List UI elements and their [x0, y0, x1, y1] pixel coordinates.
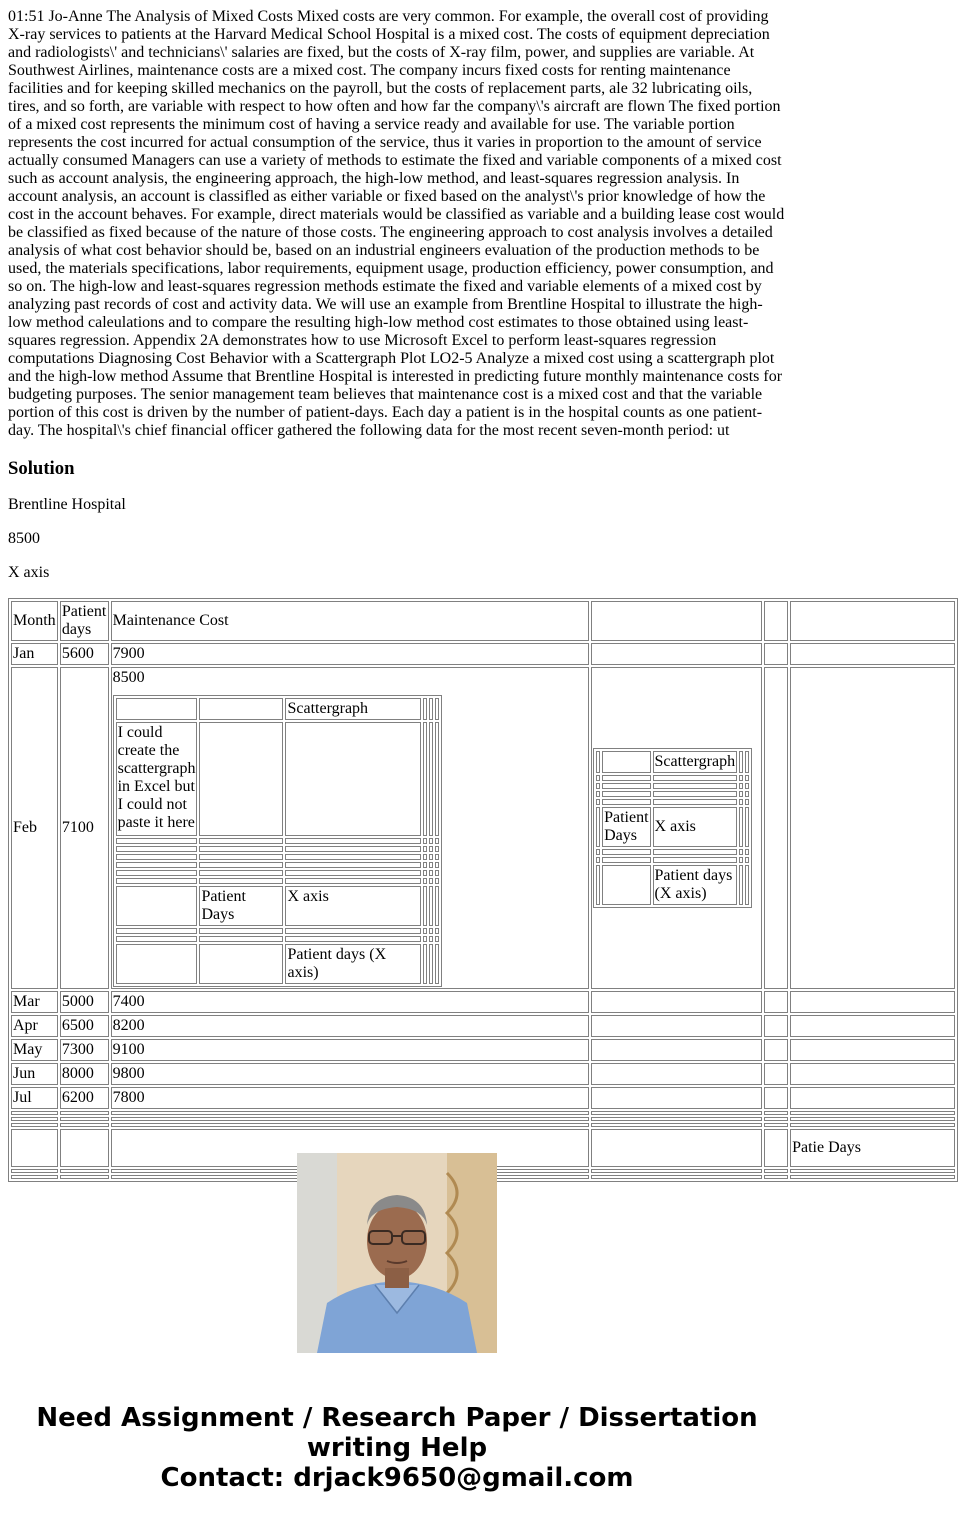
scattergraph-note: I could create the scattergraph in Excel but I could not paste it here [116, 722, 198, 836]
table-cell-empty [790, 601, 955, 641]
promo-contact[interactable]: Contact: drjack9650@gmail.com [160, 1463, 634, 1493]
header-month: Month [11, 601, 58, 641]
question-text: 01:51 Jo-Anne The Analysis of Mixed Costs Mixed costs are very common. For example, the overall cost of providing X-ray services to patients at the Harvard Medical School Hospital is a mixed cost. The costs of equipment depreciation and radiologists\' and technicians\' salaries are fixed, but the costs of X-ray film, power, and supplies are variable. At Southwest Airlines, maintenance costs are a mixed cost. The company incurs fixed costs for renting maintenance facilities and for keeping skilled mechanics on the payroll, but the costs of replacement parts, ale 32 lubricating oils, tires, and so forth, are variable with respect to how often and how far the company\'s aircraft are flown The fixed portion of a mixed cost represents the minimum cost of having a service ready and available for use. The variable portion represents the cost incurred for actual consumption of the service, thus it varies in proportion to the amount of service actually consumed Managers can use a variety of methods to estimate the fixed and variable components of a mixed cost such as account analysis, the engineering approach, the high-low method, and least-squares regression analysis. In account analysis, an account is classifled as either variable or fixed based on the analyst\'s prior knowledge of how the cost in the account behaves. For example, direct materials would be classified as variable and a building lease cost would be classified as fixed because of the nature of those costs. The engineering approach to cost analysis involves a detailed analysis of what cost behavior should be, based on an industrial engineers evaluation of the production methods to be used, the materials specifications, labor requirements, equipment usage, production efficiency, power consumption, and so on. The high-low and least-squares regression methods estimate the fixed and variable elements of a mixed cost by analyzing past records of cost and activity data. We will use an example from Brentline Hospital to illustrate the high-low method caleulations and to compare the resulting high-low method cost estimates to those obtained using least-squares regression. Appendix 2A demonstrates how to use Microsoft Excel to perform least-squares regression computations Diagnosing Cost Behavior with a Scattergraph Plot LO2-5 Analyze a mixed cost using a scattergraph plot and the high-low method Assume that Brentline Hospital is interested in predicting future monthly maintenance costs for budgeting purposes. The senior management team believes that maintenance cost is a mixed cost and that the variable portion of this cost is driven by the number of patient-days. Each day a patient is in the hospital counts as one patient-day. The hospital\'s chief financial officer gathered the following data for the most recent seven-month period: ut [8, 8, 785, 439]
table-cell-empty [764, 667, 788, 989]
table-row [11, 1039, 955, 1061]
solution-heading: Solution [8, 458, 75, 479]
scattergraph-x-label: X axis [285, 886, 421, 926]
cell-days: 8000 [60, 1063, 109, 1085]
scattergraph-table-left [113, 695, 443, 987]
table-row [11, 667, 955, 989]
table-cell-empty [764, 643, 788, 665]
cell-cost-with-chart [111, 667, 590, 989]
cell-month: Mar [11, 991, 58, 1013]
cell-month: Jul [11, 1087, 58, 1109]
table-cell-empty [790, 643, 955, 665]
table-cell-empty [764, 601, 788, 641]
cell-month: Jun [11, 1063, 58, 1085]
cell-days: 5000 [60, 991, 109, 1013]
cell-month: Apr [11, 1015, 58, 1037]
table-cell-empty [591, 643, 762, 665]
cell-month: Jan [11, 643, 58, 665]
solution-line-value: 8500 [8, 530, 40, 547]
cell-cost: 7900 [111, 643, 590, 665]
table-row [11, 991, 955, 1013]
data-table [8, 598, 958, 1182]
scattergraph-y-label: Patient Days [602, 807, 650, 847]
scattergraph-title: Scattergraph [653, 751, 738, 773]
cell-patient-days-cut: Patie Days [790, 1129, 955, 1167]
author-photo [297, 1153, 497, 1353]
table-cell-empty [591, 601, 762, 641]
header-maintenance-cost: Maintenance Cost [111, 601, 590, 641]
cell-right-chart [591, 667, 762, 989]
scattergraph-y-label: Patient Days [199, 886, 283, 926]
cell-days: 7100 [60, 667, 109, 989]
data-table-wrapper [8, 598, 861, 1156]
cell-cost: 8200 [111, 1015, 590, 1037]
scattergraph-title: Scattergraph [285, 698, 421, 720]
table-row [11, 1087, 955, 1109]
cell-cost: 9100 [111, 1039, 590, 1061]
table-row [11, 1015, 955, 1037]
cell-cost: 7800 [111, 1087, 590, 1109]
scattergraph-x-label: X axis [653, 807, 738, 847]
scattergraph-x-label-full: Patient days (X axis) [653, 865, 738, 905]
author-portrait-image [297, 1153, 497, 1353]
cell-cost: 7400 [111, 991, 590, 1013]
cell-cost: 9800 [111, 1063, 590, 1085]
promo-line-2: writing Help [306, 1433, 488, 1463]
header-patient-days: Patient days [60, 601, 109, 641]
cell-days: 6500 [60, 1015, 109, 1037]
promo-line-1: Need Assignment / Research Paper / Dissertation [36, 1403, 758, 1433]
cell-month: Feb [11, 667, 58, 989]
scattergraph-table-right [593, 748, 752, 908]
scattergraph-x-label-full: Patient days (X axis) [285, 944, 421, 984]
table-row [11, 1063, 955, 1085]
promo-banner [0, 1403, 794, 1493]
solution-line-hospital: Brentline Hospital [8, 496, 126, 513]
table-row [11, 643, 955, 665]
cell-month: May [11, 1039, 58, 1061]
cell-days: 6200 [60, 1087, 109, 1109]
cell-cost: 8500 [112, 669, 145, 686]
solution-line-axis: X axis [8, 564, 50, 581]
table-cell-empty [790, 667, 955, 989]
cell-days: 7300 [60, 1039, 109, 1061]
cell-days: 5600 [60, 643, 109, 665]
table-header-row [11, 601, 955, 641]
